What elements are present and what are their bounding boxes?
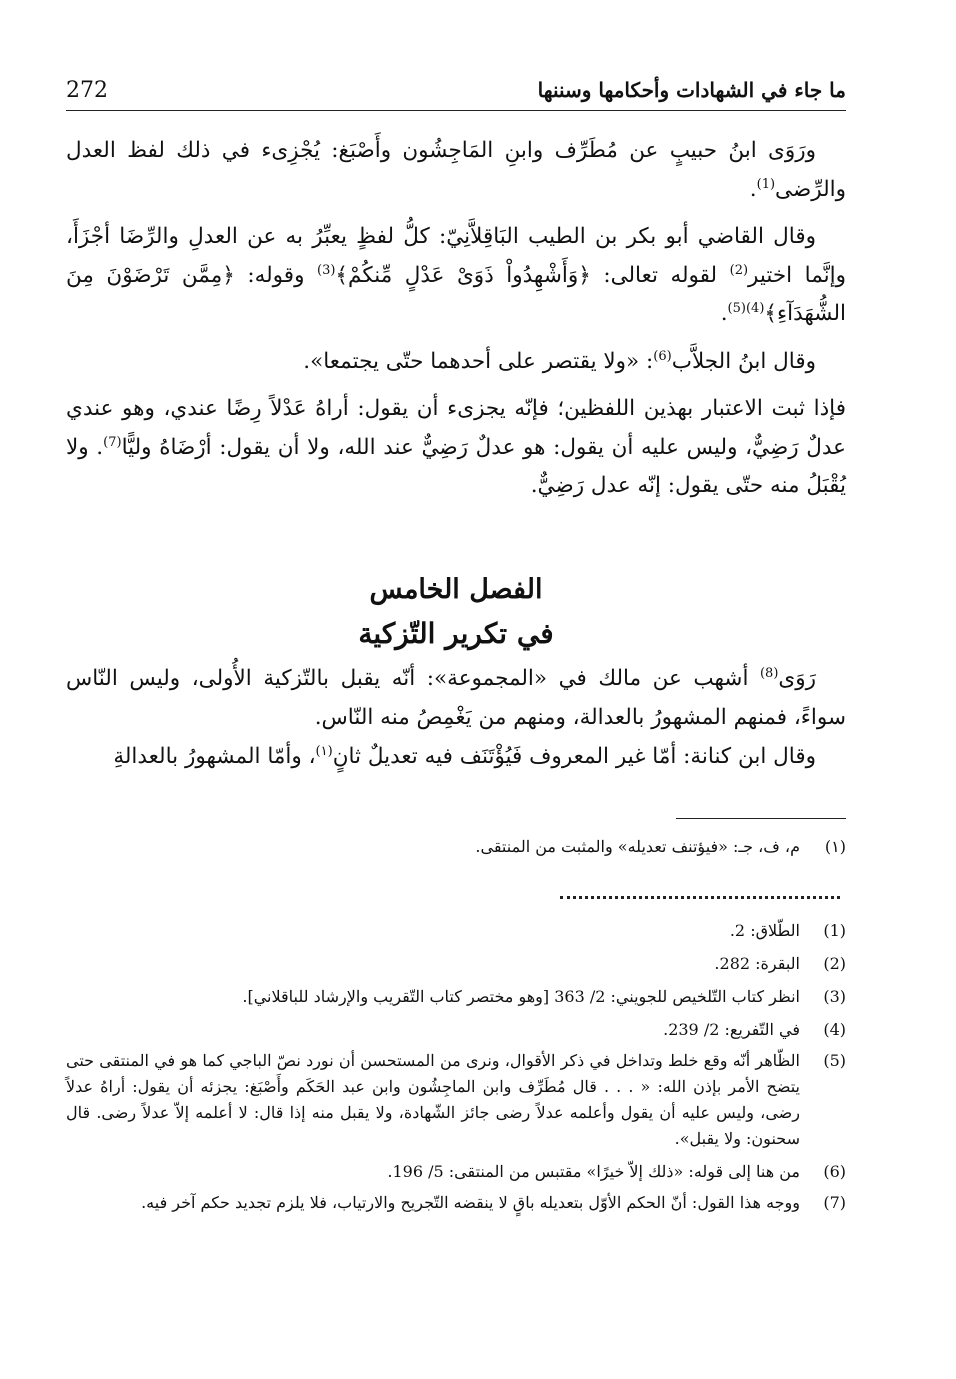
quran-verse-1: ﴿وَأَشْهِدُواْ ذَوَىْ عَدْلٍ مِّنكُمْ﴾ (335, 262, 591, 288)
footnote (66, 916, 846, 945)
paragraph-4 (66, 390, 846, 506)
paragraph-1 (66, 132, 846, 209)
footnote-number: (4) (823, 1020, 846, 1039)
running-head: ما جاء في الشهادات وأحكامها وسننها (537, 78, 846, 102)
paragraph-2-text: وقال القاضي أبو بكر بن الطيب البَاقِلاَّنِيّ: كلُّ لفظٍ يعبِّرُ به عن العدلِ والرِّضَا أجْزَأَ، وإنَّما اختير (66, 224, 846, 288)
paragraph-3 (66, 343, 846, 382)
variant-ref-1: (١) (315, 743, 333, 759)
variant-note-text: م، ف، جـ: «فيؤتنف تعديله» والمثبت من المنتقى. (475, 837, 800, 856)
paragraph-2-end: . (720, 301, 728, 326)
footnote-ref-6: (6) (653, 348, 672, 364)
paragraph-5-text: رَوَى (778, 666, 816, 691)
footnote-number: (7) (823, 1193, 846, 1212)
main-text-2 (66, 660, 846, 778)
paragraph-6 (66, 738, 846, 777)
paragraph-2 (66, 218, 846, 334)
page-header (66, 76, 846, 111)
footnote (66, 1015, 846, 1044)
paragraph-4-text: فإذا ثبت الاعتبار بهذين اللفظين؛ فإنّه يجزىء أن يقول: أراهُ عَدْلاً رِضًا عندي، وهو عندي عدلٌ رَضِيٌّ، وليس عليه أن يقول: هو عدلٌ رَضِيٌّ عند الله، ولا أن يقول: أرْضَاهُ وليًّا (66, 396, 846, 460)
footnote-number: (3) (823, 987, 846, 1006)
footnote-text: انظر كتاب التّلخيص للجويني: 2/ 363 [وهو مختصر كتاب التّقريب والإرشاد للباقلاني]. (242, 987, 800, 1006)
footnote-number: (1) (823, 921, 846, 940)
variant-note-number: (١) (824, 837, 846, 856)
footnote-ref-2: (2) (729, 262, 749, 278)
quran-verse-2: ﴿مِمَّن تَرْضَوْنَ مِنَ الشُّهَدَآءِ﴾ (66, 262, 846, 326)
footnote (66, 982, 846, 1011)
chapter-subtitle: في تكرير التّزكية (358, 617, 554, 650)
footnote-ref-7: (7) (103, 434, 122, 450)
footnote-ref-3: (3) (316, 262, 336, 278)
page-number: 272 (66, 78, 108, 103)
footnote-text: الظّاهر أنّه وقع خلط وتداخل في ذكر الأقوال، ونرى من المستحسن أن نورد نصّ الباجي كما هو في المنتقى حتى يتضح الأمر بإذن الله: « . . . قال مُطَرِّف وابن الماجِشُون وابن عبد الحَكَم وأَصْبَغ: يجزئه أن يقول: أراهُ عدلاً رضى، وليس عليه أن يقول وأعلمه عدلاً رضى جائز الشّهادة، ولا يقبل منه إذا قال: لا أعلمه إلاّ عدلاً رضى. قال سحنون: ولا يقبل». (66, 1051, 800, 1148)
footnote-number: (6) (823, 1162, 846, 1181)
footnote-text: في التّفريع: 2/ 239. (663, 1020, 800, 1039)
variant-notes (66, 832, 846, 861)
footnotes (66, 916, 846, 1216)
paragraph-6-text: وقال ابن كنانة: أمّا غير المعروف فَيُؤْتَنَف فيه تعديلٌ ثانٍ (332, 744, 816, 769)
footnote (66, 1157, 846, 1186)
paragraph-1-end: . (749, 176, 757, 202)
main-text (66, 132, 846, 515)
footnote (66, 949, 846, 978)
paragraph-6-text-b: ، وأمّا المشهورُ بالعدالةِ (113, 744, 316, 769)
footnote-number: (5) (823, 1051, 846, 1070)
footnote (66, 1190, 846, 1216)
paragraph-3-quote: : «ولا يقتصر على أحدهما حتّى يجتمعا». (303, 348, 654, 374)
paragraph-2-text-b: لقوله تعالى: (590, 262, 730, 288)
footnote-ref-1: (1) (756, 176, 776, 192)
footnote-ref-8: (8) (759, 665, 779, 681)
footnote-text: البقرة: 282. (714, 954, 800, 973)
chapter-title: الفصل الخامس (369, 574, 543, 605)
variant-note (66, 832, 846, 861)
footnote-ref-4-5: (4)(5) (727, 300, 765, 316)
footnote-text: ووجه هذا القول: أنّ الحكم الأوّل بتعديله باقٍ لا ينقضه التّجريح والارتياب، فلا يلزم تجديد حكم آخر فيه. (141, 1193, 800, 1212)
footnote-text: من هنا إلى قوله: «ذلك إلاّ خيرًا» مقتبس من المنتقى: 5/ 196. (387, 1162, 800, 1181)
chapter-heading (66, 568, 846, 656)
footnote (66, 1048, 846, 1152)
paragraph-5-text-b: أشهب عن مالك في «المجموعة»: أنّه يقبل بالتّزكية الأُولى، وليس النّاس سواءً، فمنهم المشهورُ بالعدالة، ومنهم من يَغْمِصُ منه النّاس. (66, 666, 846, 730)
paragraph-1-text: ورَوَى ابنُ حبيبٍ عن مُطَرِّف وابنِ المَاجِشُون وأَصْبَغ: يُجْزِىء في ذلك لفظ العدل والرِّضى (66, 138, 846, 202)
footnote-separator (676, 818, 846, 819)
paragraph-3-text: وقال ابنُ الجلاَّب (671, 348, 816, 374)
paragraph-5 (66, 660, 846, 737)
footnote-number: (2) (823, 954, 846, 973)
paragraph-4-text-b: . ولا يُقْبَلُ منه حتّى يقول: إنّه عدل رَضِيٌّ. (66, 434, 846, 498)
dotted-separator (560, 896, 840, 899)
paragraph-2-text-c: وقوله: (234, 262, 317, 288)
footnote-text: الطّلاق: 2. (729, 921, 800, 940)
